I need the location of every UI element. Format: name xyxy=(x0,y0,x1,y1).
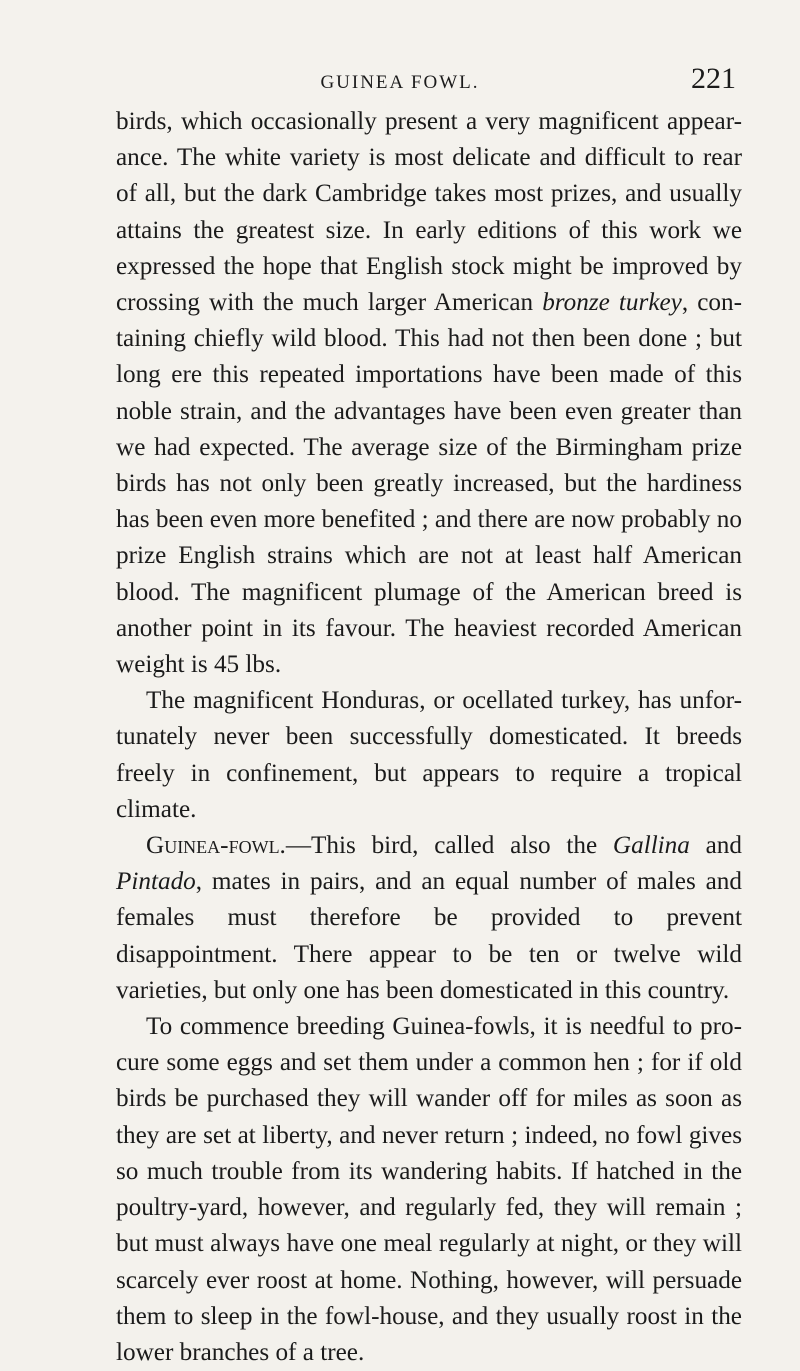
page-number: 221 xyxy=(691,62,736,95)
running-title: GUINEA FOWL. xyxy=(320,72,480,93)
paragraph-text: and xyxy=(689,832,742,860)
paragraph-text: To commence breeding Guinea-fowls, it is needful to pro- cure some eggs and set them under a common hen ; for if old birds be purchased they will wander off for miles as soon as they are set at liberty, and never return ; indeed, no fowl gives so much trouble from its wandering habits. If hatched in the poultry-yard, however, and regularly fed, they will remain ; but must always have one meal regularly at night, or they will scarcely ever roost at home. Nothing, however, will persuade them to sleep in the fowl-house, and they usually roost in the lower branches of a tree. xyxy=(116,1013,742,1366)
paragraph-honduras xyxy=(116,683,742,828)
paragraph-text: birds, which occasionally present a very magnificent appear- ance. The white variety is most delicate and difficult to rear of all, but the dark Cambridge takes most prizes, and usually attains the greatest size. In early editions of this work we expressed the hope that English stock might be improved by crossing with the much larger American xyxy=(116,108,742,317)
paragraph-text: —This bird, called also the xyxy=(285,832,613,860)
section-heading: Guinea-fowl. xyxy=(146,832,286,860)
paragraph-continued xyxy=(116,104,742,683)
italic-term: Pintado xyxy=(116,868,196,896)
paragraph-guinea-fowl xyxy=(116,828,742,1009)
italic-term: Gallina xyxy=(612,832,690,860)
body-text xyxy=(116,104,742,1371)
paragraph-text: The magnificent Honduras, or ocellated turkey, has unfor- tunately never been successfully domesticated. It breeds freely in confinement, but appears to require a tropical climate. xyxy=(116,687,742,823)
paragraph-text: , mates in pairs, and an equal number of males and females must therefore be provided to prevent disappointment. There appear to be ten or twelve wild varieties, but only one has been domesticated in this country. xyxy=(116,868,742,1004)
running-head xyxy=(0,62,800,102)
paragraph-breeding xyxy=(116,1009,742,1371)
italic-term: bronze turkey xyxy=(542,289,682,317)
paragraph-text: , con- taining chiefly wild blood. This had not then been done ; but long ere this repeated importations have been made of this noble strain, and the advantages have been even greater than we had expected. The average size of the Birmingham prize birds has not only been greatly increased, but the hardiness has been even more benefited ; and there are now probably no prize English strains which are not at least half American blood. The magnificent plumage of the American breed is another point in its favour. The heaviest recorded American weight is 45 lbs. xyxy=(116,289,743,679)
